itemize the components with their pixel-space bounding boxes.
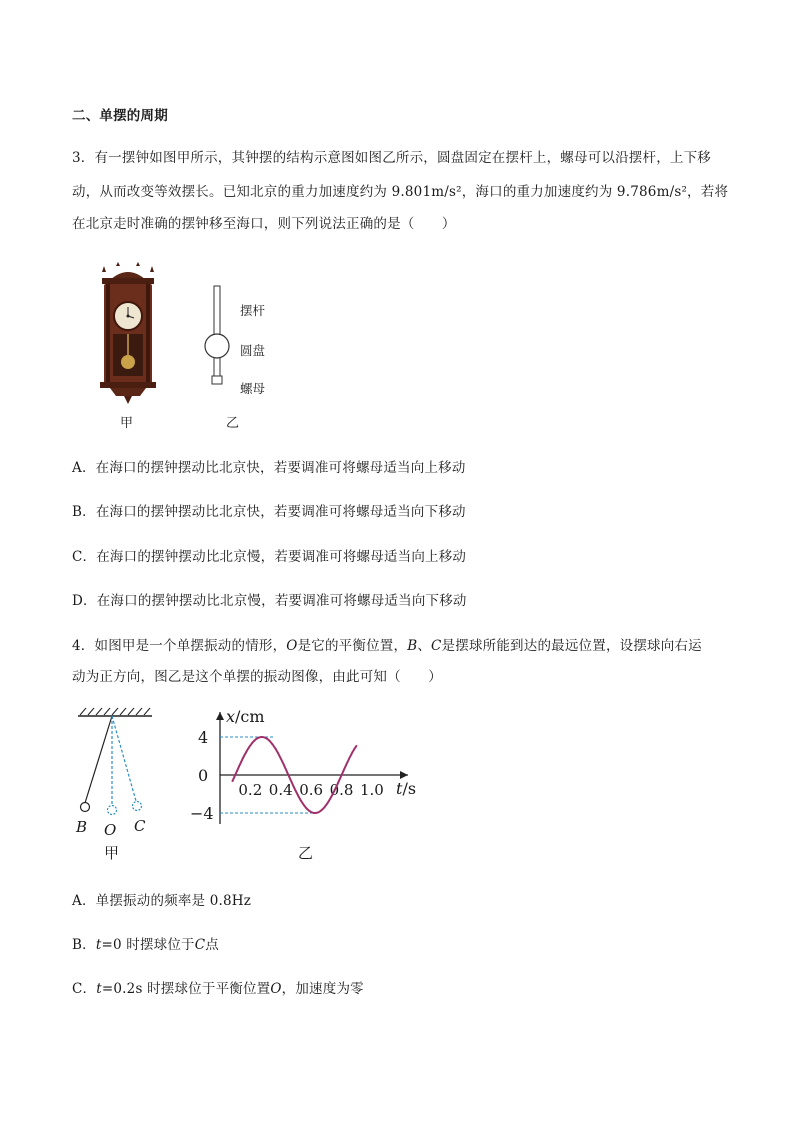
simple-pendulum-diagram <box>72 706 162 816</box>
x-axis-label: t/s <box>396 779 417 798</box>
x-axis-arrow <box>400 771 408 779</box>
y-axis-arrow <box>216 712 224 720</box>
q4-option-c: C．t=0.2s 时摆球位于平衡位置O，加速度为零 <box>72 981 364 997</box>
x-tick-label-1-0: 1.0 <box>360 781 384 799</box>
y-tick-label-neg4: −4 <box>190 804 214 823</box>
q4-caption-left: 甲 <box>104 844 120 862</box>
section-title: 二、单摆的周期 <box>72 108 168 124</box>
q4-caption-right: 乙 <box>298 844 314 862</box>
q4-stem-line-2: 动为正方向，图乙是这个单摆的振动图像，由此可知（ ） <box>72 669 442 685</box>
q3-option-d: D．在海口的摆钟摆动比北京慢，若要调准可将螺母适当向下移动 <box>72 593 467 609</box>
x-tick-label-0-6: 0.6 <box>299 781 324 799</box>
pendulum-label-o: O <box>104 821 117 839</box>
y-tick-label-0: 0 <box>198 766 209 785</box>
q3-stem-line-2: 动，从而改变等效摆长。已知北京的重力加速度约为 9.801m/s²，海口的重力加速度约为 9.786m/s²，若将 <box>72 184 729 200</box>
label-nut: 螺母 <box>240 381 266 396</box>
q3-option-c: C．在海口的摆钟摆动比北京慢，若要调准可将螺母适当向上移动 <box>72 549 467 565</box>
q3-stem-line-3: 在北京走时准确的摆钟移至海口，则下列说法正确的是（ ） <box>72 216 456 232</box>
q4-option-a: A．单摆振动的频率是 0.8Hz <box>72 893 252 909</box>
q3-caption-right: 乙 <box>226 416 240 431</box>
pendulum-structure-diagram <box>200 284 240 400</box>
label-disc: 圆盘 <box>240 343 266 358</box>
pendulum-label-c: C <box>134 817 146 835</box>
q3-caption-left: 甲 <box>120 416 134 431</box>
vibration-graph <box>186 702 426 832</box>
pendulum-label-b: B <box>76 818 88 836</box>
q3-option-b: B．在海口的摆钟摆动比北京快，若要调准可将螺母适当向下移动 <box>72 504 466 520</box>
q3-stem-line-1: 3．有一摆钟如图甲所示，其钟摆的结构示意图如图乙所示，圆盘固定在摆杆上，螺母可以沿摆杆，上下移 <box>72 150 711 166</box>
x-tick-label-0-8: 0.8 <box>329 781 354 799</box>
y-axis-label: x/cm <box>226 707 265 726</box>
y-tick-label-4: 4 <box>198 728 209 747</box>
x-tick-label-0-2: 0.2 <box>238 781 263 799</box>
q4-option-b: B．t=0 时摆球位于C点 <box>72 937 219 953</box>
q4-stem-line-1: 4．如图甲是一个单摆振动的情形，O是它的平衡位置，B、C是摆球所能到达的最远位置，设摆球向右运 <box>72 638 702 654</box>
label-rod: 摆杆 <box>240 303 266 318</box>
pendulum-clock-image <box>96 262 160 412</box>
q3-option-a: A．在海口的摆钟摆动比北京快，若要调准可将螺母适当向上移动 <box>72 460 466 476</box>
x-tick-label-0-4: 0.4 <box>268 781 293 799</box>
